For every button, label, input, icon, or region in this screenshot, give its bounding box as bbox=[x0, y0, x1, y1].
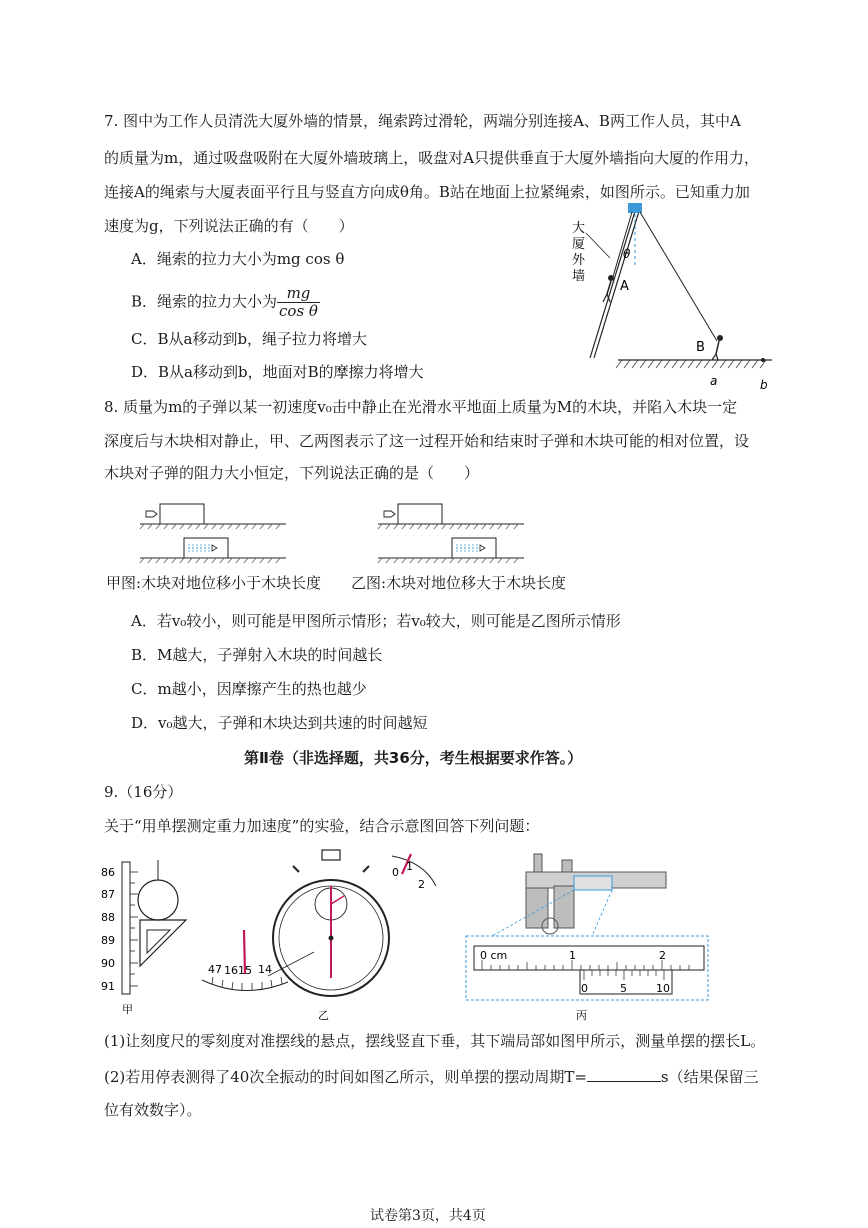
q8-caption-yi: 乙图:木块对地位移大于木块长度 bbox=[351, 574, 567, 592]
ruler-tick-88: 88 bbox=[101, 911, 115, 924]
fig-bing-label: 丙 bbox=[576, 1009, 587, 1022]
q7-line1: 7. 图中为工作人员清洗大厦外墙的情景，绳索跨过滑轮，两端分别连接A、B两工作人员，其中A bbox=[104, 112, 741, 130]
q8-figure-jia bbox=[138, 502, 288, 570]
scale-14: 14 bbox=[258, 963, 272, 976]
q8-figure-yi bbox=[376, 502, 526, 570]
scale-16: 16 bbox=[224, 964, 238, 977]
worker-b-icon bbox=[712, 335, 723, 360]
subdial-0: 0 bbox=[392, 866, 399, 879]
q9-part2-suffix: s（结果保留三 bbox=[660, 1068, 759, 1086]
q7-line3: 连接A的绳索与大厦表面平行且与竖直方向成θ角。B站在地面上拉紧绳索，如图所示。已知重力加 bbox=[104, 183, 750, 201]
q7-option-c: C．B从a移动到b，绳子拉力将增大 bbox=[131, 330, 368, 348]
vernier-0: 0 bbox=[581, 982, 588, 995]
pulley-icon bbox=[628, 203, 642, 213]
ruler-tick-91: 91 bbox=[101, 980, 115, 993]
answer-blank[interactable] bbox=[587, 1067, 661, 1082]
wall-label-1: 大 bbox=[572, 221, 586, 236]
q7-option-d: D．B从a移动到b，地面对B的摩擦力将增大 bbox=[131, 363, 424, 381]
q9-figure-jia bbox=[100, 858, 196, 1018]
ruler-tick-87: 87 bbox=[101, 888, 115, 901]
q8-caption-jia: 甲图:木块对地位移小于木块长度 bbox=[106, 574, 322, 592]
frac-numerator: mg bbox=[277, 285, 320, 303]
vernier-5: 5 bbox=[620, 982, 627, 995]
main-scale bbox=[474, 946, 704, 970]
block-before bbox=[160, 504, 204, 524]
theta-label: θ bbox=[623, 247, 631, 261]
scale-47: 47 bbox=[208, 963, 222, 976]
wall-label-3: 外 bbox=[572, 253, 586, 268]
q9-part2-text: (2)若用停表测得了40次全振动的时间如图乙所示，则单摆的摆动周期T= bbox=[104, 1068, 587, 1086]
q9-figure-yi bbox=[196, 846, 442, 1022]
label-b: B bbox=[696, 340, 705, 355]
q9-part1: (1)让刻度尺的零刻度对准摆线的悬点，摆线竖直下垂，其下端局部如图甲所示，测量单摆的摆长L。 bbox=[104, 1032, 766, 1050]
main-scale-0: 0 cm bbox=[480, 949, 508, 962]
pendulum-bob bbox=[138, 880, 178, 920]
vernier-10: 10 bbox=[656, 982, 670, 995]
label-point-a: a bbox=[710, 374, 718, 388]
q7-option-b-fraction bbox=[277, 285, 320, 320]
q8-option-c: C．m越小，因摩擦产生的热也越少 bbox=[131, 680, 367, 698]
q9-part2-line2: 位有效数字）。 bbox=[104, 1101, 202, 1119]
fig-yi-label: 乙 bbox=[318, 1009, 329, 1022]
ruler-tick-89: 89 bbox=[101, 934, 115, 947]
scale-15: 15 bbox=[238, 964, 252, 977]
ruler bbox=[122, 862, 130, 994]
frac-denominator: cos θ bbox=[279, 302, 318, 320]
q8-option-b: B．M越大，子弹射入木块的时间越长 bbox=[131, 646, 383, 664]
q7-line4: 速度为g，下列说法正确的有（ ） bbox=[104, 217, 354, 235]
block-before bbox=[398, 504, 442, 524]
q9-figure-bing bbox=[462, 846, 712, 1022]
ruler-tick-86: 86 bbox=[101, 866, 115, 879]
stopwatch-crown bbox=[322, 850, 340, 860]
wall-label-2: 厦 bbox=[572, 237, 586, 252]
q9-intro: 关于“用单摆测定重力加速度”的实验，结合示意图回答下列问题： bbox=[104, 817, 540, 835]
q8-line3: 木块对子弹的阻力大小恒定，下列说法正确的是（ ） bbox=[104, 464, 480, 482]
q9-heading: 9.（16分） bbox=[104, 783, 183, 801]
q8-option-a: A．若v₀较小，则可能是甲图所示情形；若v₀较大，则可能是乙图所示情形 bbox=[131, 612, 621, 630]
bullet-icon bbox=[146, 511, 157, 517]
q7-line2: 的质量为m，通过吸盘吸附在大厦外墙玻璃上，吸盘对A只提供垂直于大厦外墙指向大厦的作用力， bbox=[104, 149, 760, 167]
subdial-1: 1 bbox=[406, 860, 413, 873]
q8-option-d: D．v₀越大，子弹和木块达到共速的时间越短 bbox=[131, 714, 428, 732]
fig-jia-label: 甲 bbox=[122, 1003, 133, 1016]
zoom-scale-left bbox=[202, 980, 288, 991]
q8-line1: 8. 质量为m的子弹以某一初速度v₀击中静止在光滑水平地面上质量为M的木块，并陷入木块一定 bbox=[104, 398, 738, 416]
wall-label-4: 墙 bbox=[572, 269, 586, 284]
q7-option-a: A．绳索的拉力大小为mg cos θ bbox=[131, 250, 345, 268]
bullet-icon bbox=[384, 511, 395, 517]
q9-part2 bbox=[104, 1067, 759, 1087]
label-point-b: b bbox=[760, 378, 768, 392]
ruler-tick-90: 90 bbox=[101, 957, 115, 970]
main-scale-1: 1 bbox=[569, 949, 576, 962]
subdial-2: 2 bbox=[418, 878, 425, 891]
section-2-heading: 第Ⅱ卷（非选择题，共36分，考生根据要求作答。） bbox=[244, 749, 583, 767]
q7-option-b bbox=[131, 285, 320, 320]
q7-option-b-prefix: B．绳索的拉力大小为 bbox=[131, 292, 278, 311]
q8-line2: 深度后与木块相对静止，甲、乙两图表示了这一过程开始和结束时子弹和木块可能的相对位置，设 bbox=[104, 432, 750, 450]
page-footer: 试卷第3页，共4页 bbox=[370, 1208, 486, 1224]
q7-building-figure bbox=[560, 198, 780, 398]
main-scale-2: 2 bbox=[659, 949, 666, 962]
label-a: A bbox=[620, 279, 629, 294]
